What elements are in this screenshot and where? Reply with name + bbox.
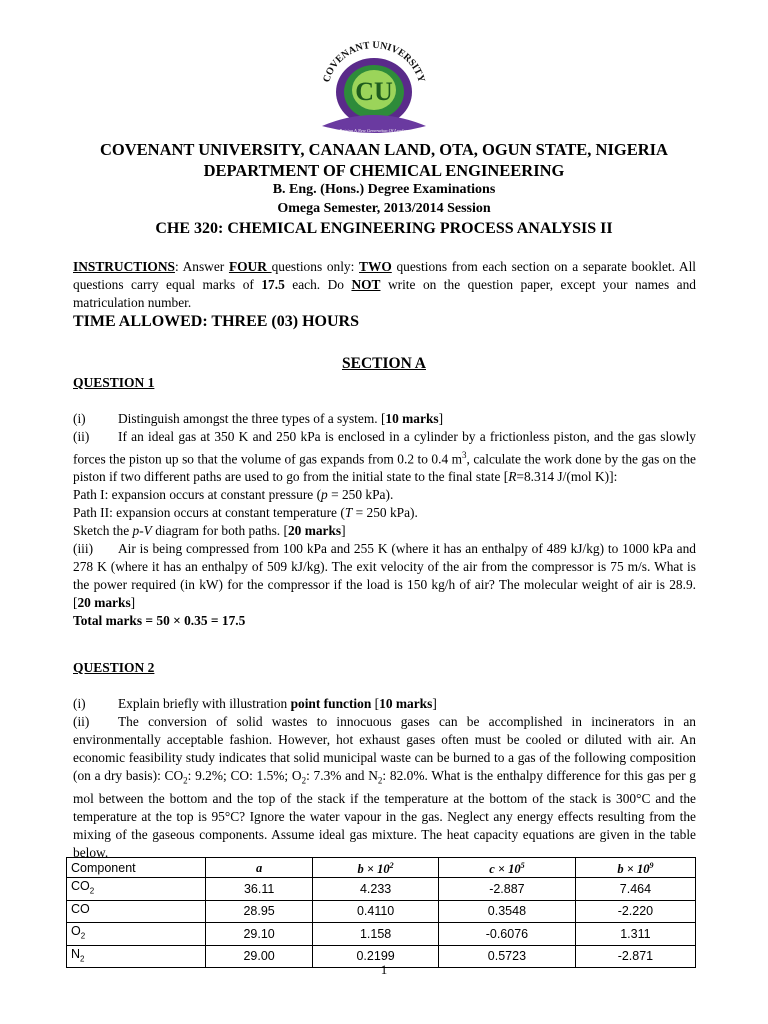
page-number: 1	[380, 962, 388, 977]
instructions-text: : Answer	[174, 259, 229, 274]
marks: 10 marks	[385, 411, 439, 426]
value-cell: 0.2199	[313, 945, 439, 968]
instructions-not: NOT	[351, 277, 381, 292]
component-name: CO	[71, 901, 90, 916]
instructions-text: questions from each section on a separate booklet. All questions carry equal marks of	[73, 259, 697, 292]
part-text: Explain briefly with illustration	[118, 696, 291, 711]
col-header-b	[313, 858, 439, 878]
part-number: (i)	[73, 411, 86, 426]
value-cell: 28.95	[206, 900, 313, 923]
q1-sketch	[73, 522, 696, 540]
question-1-body	[73, 410, 696, 630]
value-cell: -2.220	[575, 900, 695, 923]
instructions-four: FOUR	[228, 259, 272, 274]
bracket: ]	[130, 595, 136, 611]
q1-path-1	[73, 486, 696, 504]
header-text: b × 10	[357, 862, 390, 877]
superscript: 3	[462, 450, 467, 460]
part-number: (iii)	[73, 541, 94, 557]
degree-title: B. Eng. (Hons.) Degree Examinations	[272, 182, 496, 197]
part-text: , calculate the work done by the gas on the piston if two different paths are used to go from the initial state to the final state [	[73, 451, 696, 485]
header-text: a	[255, 860, 263, 875]
instructions-marks: 17.5	[261, 277, 285, 292]
heat-capacity-table	[66, 857, 696, 968]
course-title: CHE 320: CHEMICAL ENGINEERING PROCESS ANALYSIS II	[155, 220, 613, 237]
q1-part-i	[73, 410, 696, 428]
marks: 20 marks	[287, 523, 342, 539]
col-header-a	[206, 858, 313, 878]
component-cell	[67, 878, 206, 901]
subscript: 2	[80, 931, 86, 941]
q1-part-ii	[73, 428, 696, 486]
part-text: The conversion of solid wastes to innocuous gases can be accomplished in incinerators in an environmentally acceptable fashion. However, hot exhaust gases often must be cooled or diluted with air. An economic feasibility study indicates that solid municipal waste can be burned to a gas of the following composition (on a dry basis): CO	[73, 714, 696, 783]
table-row	[67, 923, 696, 946]
value-cell: 0.3548	[438, 900, 575, 923]
instructions-text: each. Do	[284, 277, 352, 292]
logo-ring-path: COVENANT UNIVERSITY	[321, 40, 427, 84]
variable: p-V	[132, 523, 152, 539]
subscript: 2	[183, 775, 188, 786]
instructions-text: questions only:	[271, 259, 360, 274]
subscript: 2	[80, 954, 85, 964]
header-text: b × 10	[617, 862, 650, 877]
instructions-two: TWO	[359, 259, 392, 274]
instructions-label: INSTRUCTIONS	[73, 259, 175, 274]
path-text: = 250 kPa).	[327, 487, 394, 503]
q2-part-i	[73, 695, 696, 713]
col-header-c	[438, 858, 575, 878]
variable: R	[508, 469, 517, 485]
logo-emblem-letters: CU	[355, 77, 393, 106]
part-text: Distinguish amongst the three types of a system. [	[118, 411, 386, 426]
path-text: Path II: expansion occurs at constant temperature (	[73, 505, 345, 521]
part-number: (ii)	[73, 714, 90, 729]
part-text: : 9.2%; CO: 1.5%; O	[187, 768, 302, 783]
value-cell: -2.887	[438, 878, 575, 901]
university-title: COVENANT UNIVERSITY, CANAAN LAND, OTA, OGUN STATE, NIGERIA	[100, 140, 668, 159]
value-cell: 29.10	[206, 923, 313, 946]
part-number: (ii)	[73, 429, 90, 444]
question-1-title: QUESTION 1	[73, 375, 155, 390]
variable: T	[344, 505, 353, 521]
header-exponent: 5	[520, 861, 525, 870]
value-cell: 36.11	[206, 878, 313, 901]
university-logo	[314, 40, 434, 140]
instructions-text: write on the question paper, except your names and matriculation number.	[73, 277, 696, 310]
part-text: =8.314 J/(mol K)]:	[516, 469, 618, 485]
marks: 20 marks	[77, 595, 131, 611]
sketch-text: Sketch the	[73, 523, 133, 539]
path-text: Path I: expansion occurs at constant pressure (	[73, 487, 322, 503]
col-header-d	[575, 858, 695, 878]
table-row	[67, 900, 696, 923]
component-cell	[67, 900, 206, 923]
value-cell: 0.4110	[313, 900, 439, 923]
path-text: = 250 kPa).	[352, 505, 418, 521]
q2-part-ii	[73, 713, 696, 862]
value-cell: 4.233	[313, 878, 439, 901]
question-2-title: QUESTION 2	[73, 660, 155, 675]
marks: 10 marks	[379, 696, 433, 711]
value-cell: 1.311	[575, 923, 695, 946]
component-name: N	[71, 946, 81, 961]
header-text: c × 10	[489, 862, 521, 877]
time-allowed: TIME ALLOWED: THREE (03) HOURS	[73, 313, 359, 330]
value-cell: 29.00	[206, 945, 313, 968]
sketch-text: diagram for both paths. [	[151, 523, 288, 539]
value-cell: 0.5723	[438, 945, 575, 968]
header-exponent: 2	[389, 861, 394, 870]
part-number: (i)	[73, 696, 86, 711]
bracket: ]	[341, 523, 346, 539]
value-cell: 1.158	[313, 923, 439, 946]
component-cell	[67, 923, 206, 946]
value-cell: -0.6076	[438, 923, 575, 946]
bracket: ]	[438, 411, 444, 426]
q1-path-2	[73, 504, 696, 522]
component-name: CO	[71, 879, 90, 894]
logo-motto: Raising A New Generation Of Leaders	[339, 128, 409, 133]
subscript: 2	[377, 775, 383, 786]
value-cell: -2.871	[575, 945, 695, 968]
table-row	[67, 878, 696, 901]
variable: p	[321, 487, 328, 503]
bracket: ]	[432, 696, 437, 711]
section-heading: SECTION A	[342, 355, 426, 372]
instructions	[73, 258, 696, 312]
session-title: Omega Semester, 2013/2014 Session	[277, 201, 491, 216]
subscript: 2	[301, 775, 307, 786]
part-text: If an ideal gas at 350 K and 250 kPa is enclosed in a cylinder by a frictionless piston, and the gas slowly forces the piston up so that the volume of gas expands from 0.2 to 0.4 m	[73, 429, 696, 467]
value-cell: 7.464	[575, 878, 695, 901]
header-text: Component	[71, 860, 136, 875]
q1-part-iii	[73, 540, 696, 612]
part-text: : 82.0%. What is the enthalpy difference for this gas per g mol between the bottom and the top of the stack if the temperature at the bottom of the stack is 300°C and the temperature at the top is 95°C? Ignore the water vapour in the gas. Neglect any energy effects resulting from the mixing of the gaseous components. Assume ideal gas mixture. The heat capacity equations are given in the table below.	[73, 768, 696, 860]
key-term: point function	[290, 696, 372, 711]
department-title: DEPARTMENT OF CHEMICAL ENGINEERING	[203, 161, 565, 180]
header-exponent: 9	[649, 861, 654, 870]
part-text: : 7.3% and N	[306, 768, 378, 783]
component-name: O	[71, 924, 81, 939]
subscript: 2	[89, 886, 95, 896]
part-text: Air is being compressed from 100 kPa and 255 K (where it has an enthalpy of 489 kJ/kg) to 1000 kPa and 278 K (where it has an enthalpy of 509 kJ/kg). The exit velocity of the air from the compressor is 75 m/s. What is the power required (in kW) for the compressor if the load is 150 kg/h of air? The molecular weight of air is 28.9. [	[73, 541, 696, 611]
question-2-body	[73, 695, 696, 862]
col-header-component	[67, 858, 206, 878]
bracket: [	[371, 696, 380, 711]
table-header-row	[67, 858, 696, 878]
q1-total-marks: Total marks = 50 × 0.35 = 17.5	[73, 613, 246, 629]
